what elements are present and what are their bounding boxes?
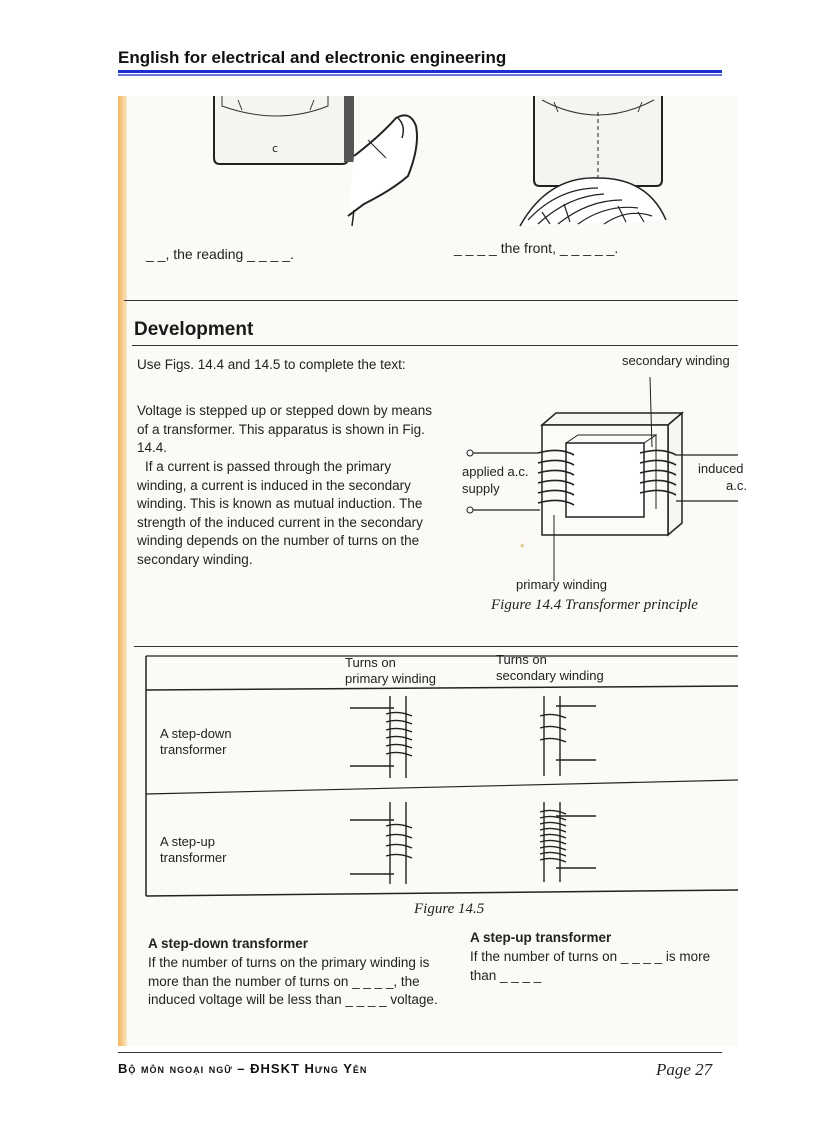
turns-comparison-table [140, 652, 738, 898]
header-rule-shadow [118, 74, 722, 76]
footer-page-number: Page 27 [656, 1060, 713, 1079]
figure-14-5-caption: Figure 14.5 [414, 901, 485, 917]
transformer-principle-diagram [460, 375, 747, 590]
right-meter-illustration [520, 96, 666, 226]
exercise-step-down-text: If the number of turns on the primary winding is more than the number of turns on _ _ _ _, the induced voltage will be less than _ _ _ _ voltage. [148, 955, 438, 1007]
top-figure-caption-left: _ _, the reading _ _ _ _. [146, 246, 294, 262]
row-label-step-down-line1: A step-down [160, 726, 232, 741]
column-header-primary-line2: primary winding [345, 671, 437, 686]
header-rule [118, 70, 722, 73]
svg-text:*: * [520, 543, 525, 553]
meter-illustrations [118, 96, 738, 246]
svg-text:c: c [272, 142, 279, 155]
label-secondary-winding: secondary winding [622, 353, 730, 368]
exercise-step-up-title: A step-up transformer [470, 930, 612, 945]
label-applied-ac-line1: applied a.c. [462, 464, 529, 479]
top-figure-caption-right: _ _ _ _ the front, _ _ _ _ _. [454, 240, 619, 256]
footer-rule [118, 1052, 722, 1053]
label-induced-ac-line1: induced [698, 461, 744, 476]
section-title-underline [132, 345, 738, 346]
row-label-step-down-line2: transformer [160, 742, 227, 757]
step-down-secondary-coil [540, 696, 596, 776]
column-header-secondary-line2: secondary winding [496, 668, 604, 683]
paragraph-transformer-intro: Voltage is stepped up or stepped down by means of a transformer. This apparatus is shown in Fig. 14.4. [137, 403, 432, 455]
column-header-primary-line1: Turns on [345, 655, 396, 670]
instruction-text: Use Figs. 14.4 and 14.5 to complete the text: [137, 357, 406, 372]
label-applied-ac-line2: supply [462, 481, 500, 496]
label-induced-ac-line2: a.c. [726, 478, 747, 493]
paragraph-mutual-induction: If a current is passed through the primary winding, a current is induced in the secondary winding. This is known as mutual induction. The strength of the induced current in the secondary winding depends on the number of turns on the secondary winding. [137, 459, 423, 567]
row-label-step-up-line1: A step-up [160, 834, 215, 849]
document-header-title: English for electrical and electronic engineering [118, 48, 507, 67]
section-divider [124, 300, 738, 301]
step-up-secondary-coil [540, 802, 596, 882]
exercise-step-down-title: A step-down transformer [148, 936, 309, 951]
left-meter-illustration [214, 96, 417, 226]
figure-divider [134, 646, 738, 647]
step-up-primary-coil [350, 802, 412, 884]
label-primary-winding: primary winding [516, 577, 608, 592]
step-down-primary-coil [350, 696, 412, 778]
column-header-secondary-line1: Turns on [496, 652, 547, 667]
section-title-development: Development [134, 319, 254, 340]
figure-14-4-caption: Figure 14.4 Transformer principle [491, 597, 698, 613]
row-label-step-up-line2: transformer [160, 850, 227, 865]
exercise-step-up-text: If the number of turns on _ _ _ _ is more than _ _ _ _ [470, 949, 711, 983]
footer-department: Bộ môn ngoại ngữ – ĐHSKT Hưng Yên [118, 1061, 368, 1076]
